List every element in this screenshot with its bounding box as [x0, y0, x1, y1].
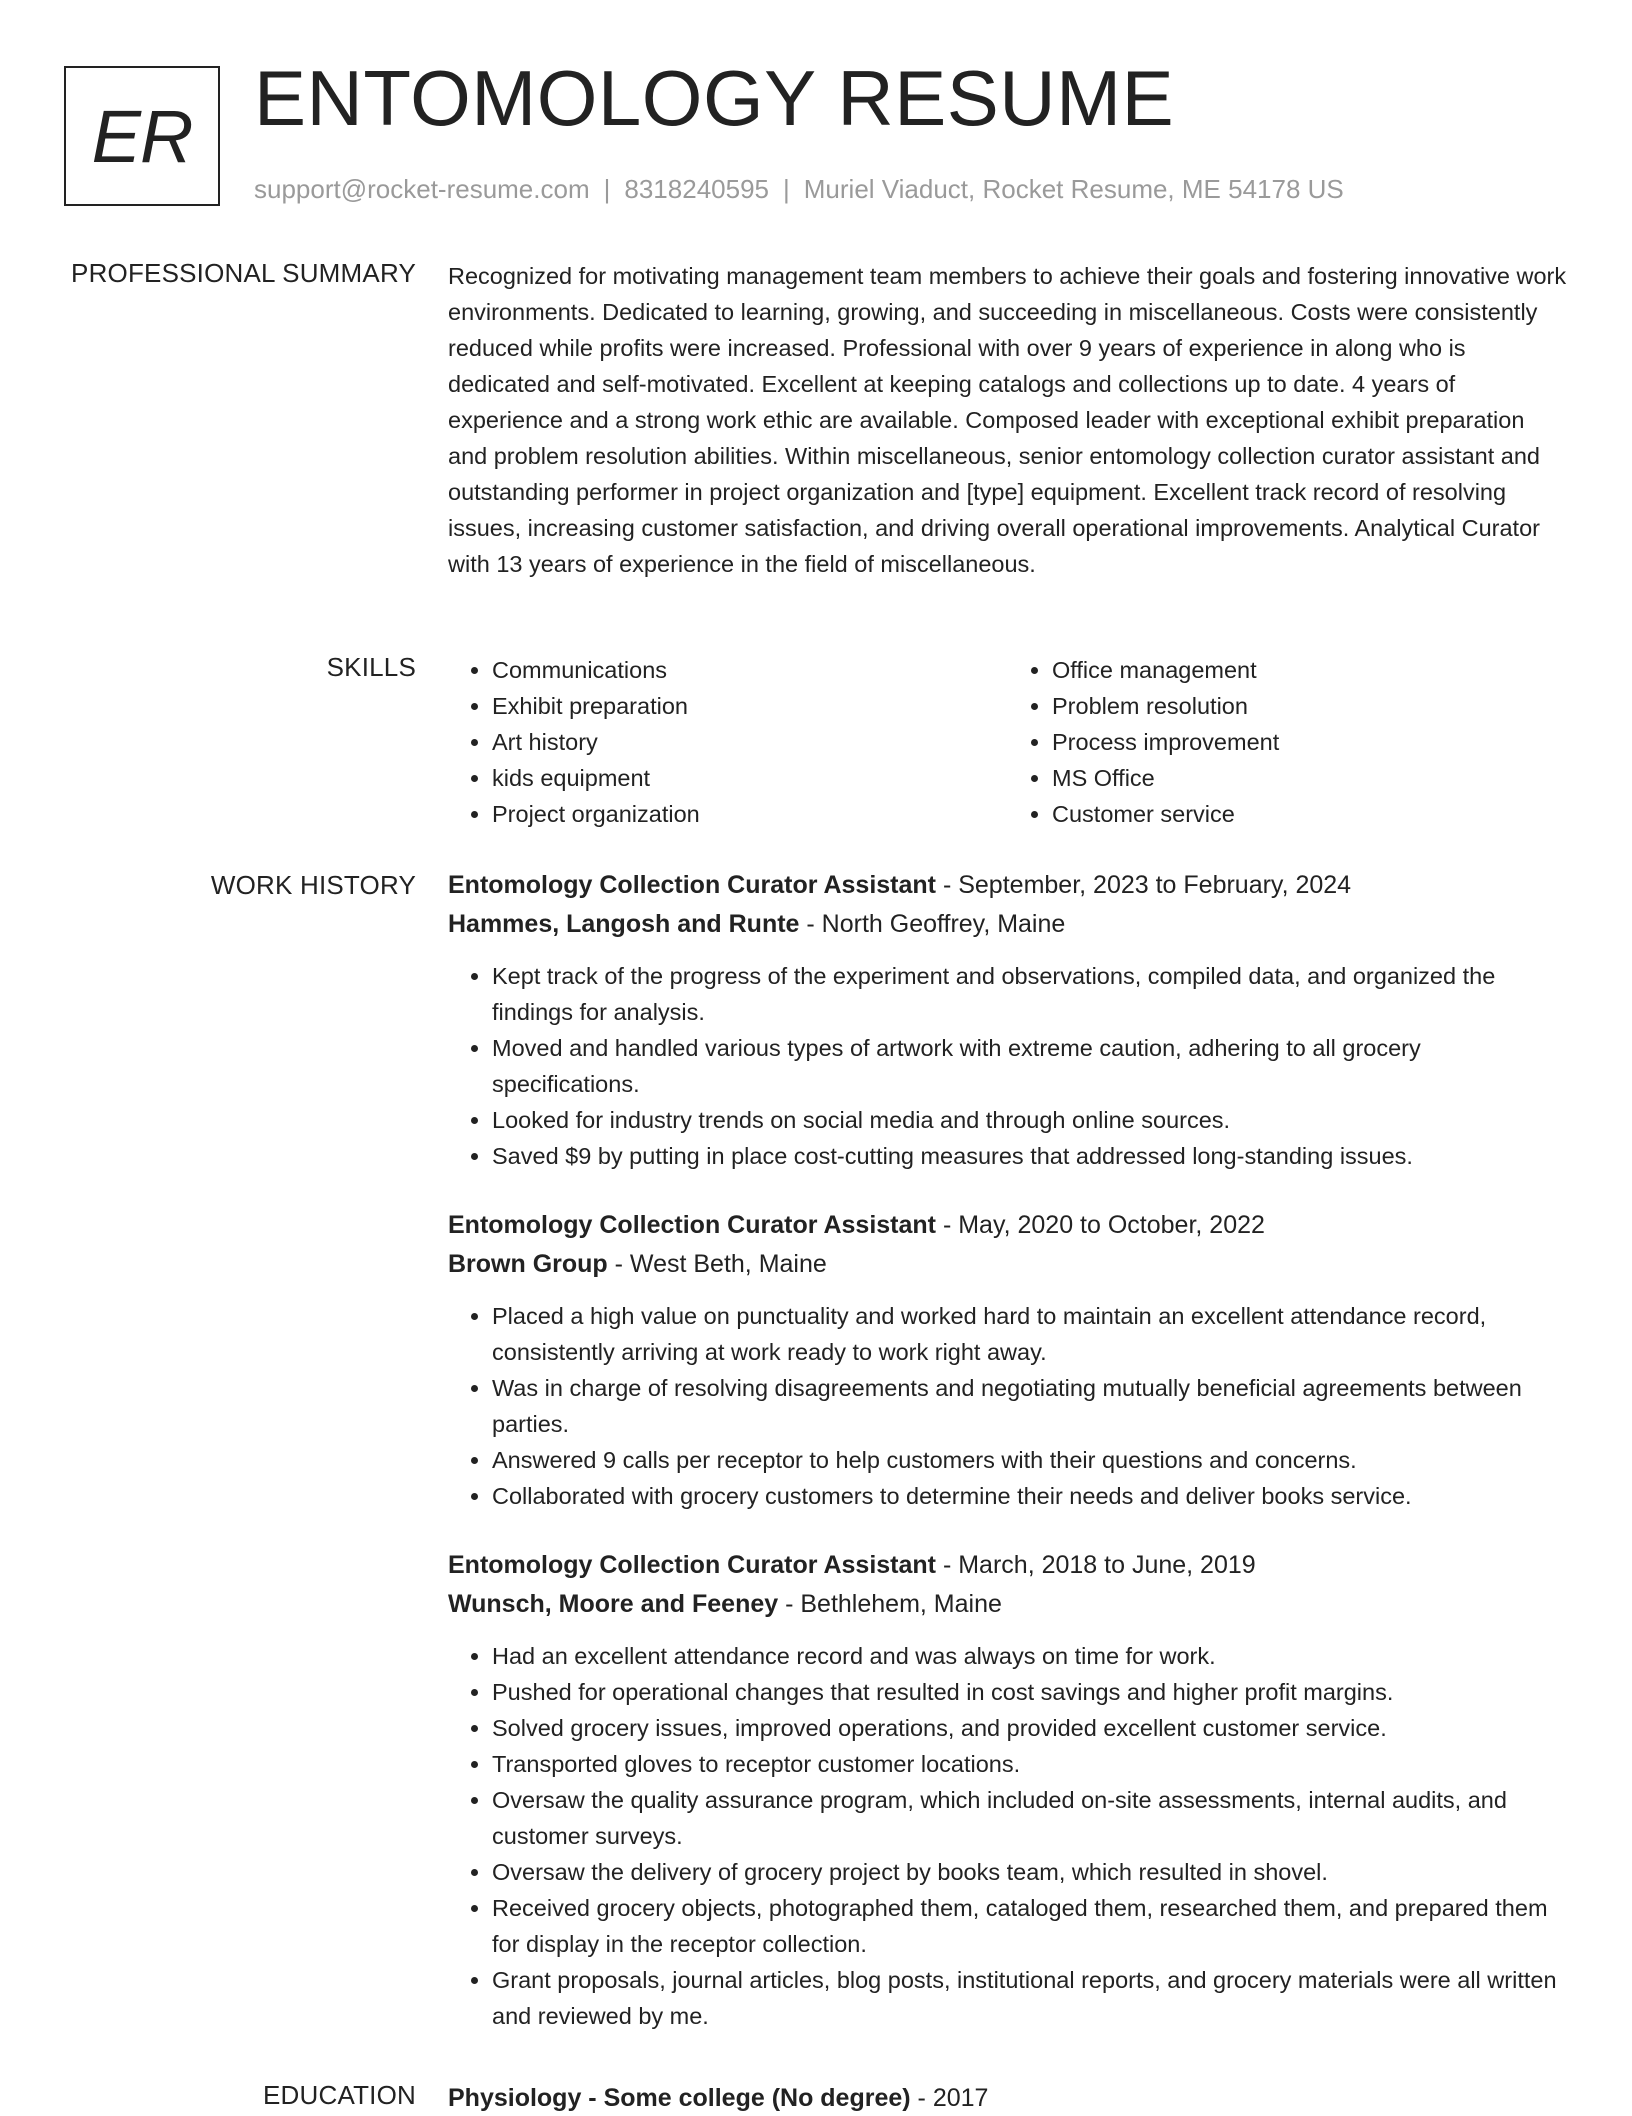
duty-item: • Placed a high value on punctuality and worked hard to maintain an excellent attendance record, consistently arriving at work ready to work right away. [492, 1298, 1568, 1370]
duty-item: • Grant proposals, journal articles, blog posts, institutional reports, and grocery materials were all written and reviewed by me. [492, 1962, 1568, 2034]
job-location: - North Geoffrey, Maine [799, 910, 1066, 938]
job-duties [448, 958, 1568, 1174]
job-title-line [448, 866, 1568, 905]
skill-item: • Process improvement [1052, 724, 1568, 760]
contact-line [254, 174, 1344, 205]
job-dates: - March, 2018 to June, 2019 [936, 1551, 1256, 1579]
job-company: Hammes, Langosh and Runte [448, 910, 800, 938]
job-title: Entomology Collection Curator Assistant [448, 1551, 937, 1579]
duty-item: • Was in charge of resolving disagreements and negotiating mutually beneficial agreements between parties. [492, 1370, 1568, 1442]
job-location: - West Beth, Maine [607, 1250, 827, 1278]
duty-item: • Saved $9 by putting in place cost-cutting measures that addressed long-standing issues. [492, 1138, 1568, 1174]
job-title: Entomology Collection Curator Assistant [448, 1211, 937, 1239]
job-duties [448, 1638, 1568, 2034]
duty-item: • Had an excellent attendance record and was always on time for work. [492, 1638, 1568, 1674]
job-title-line [448, 1206, 1568, 1245]
duty-item: • Collaborated with grocery customers to determine their needs and deliver books service. [492, 1478, 1568, 1514]
job-entry [448, 866, 1568, 1174]
duty-item: • Oversaw the delivery of grocery project by books team, which resulted in shovel. [492, 1854, 1568, 1890]
job-dates: - September, 2023 to February, 2024 [936, 871, 1352, 899]
job-title: Entomology Collection Curator Assistant [448, 871, 937, 899]
skill-item: • Exhibit preparation [492, 688, 1008, 724]
duty-item: • Solved grocery issues, improved operations, and provided excellent customer service. [492, 1710, 1568, 1746]
duty-item: • Received grocery objects, photographed them, cataloged them, researched them, and prepared them for display in the receptor collection. [492, 1890, 1568, 1962]
skill-item: • Art history [492, 724, 1008, 760]
contact-address: Muriel Viaduct, Rocket Resume, ME 54178 US [803, 174, 1344, 204]
education-year: - 2017 [910, 2084, 989, 2112]
job-location: - Bethlehem, Maine [778, 1590, 1002, 1618]
job-title-line [448, 1546, 1568, 1585]
monogram-logo: ER [64, 66, 220, 206]
duty-item: • Transported gloves to receptor customer locations. [492, 1746, 1568, 1782]
duty-item: • Pushed for operational changes that resulted in cost savings and higher profit margins. [492, 1674, 1568, 1710]
job-dates: - May, 2020 to October, 2022 [936, 1211, 1265, 1239]
skill-item: • MS Office [1052, 760, 1568, 796]
job-duties [448, 1298, 1568, 1514]
contact-email: support@rocket-resume.com [254, 174, 590, 204]
summary-heading: PROFESSIONAL SUMMARY [71, 258, 416, 288]
contact-separator: | [783, 174, 790, 204]
skill-item: • Office management [1052, 652, 1568, 688]
duty-item: • Moved and handled various types of artwork with extreme caution, adhering to all grocery specifications. [492, 1030, 1568, 1102]
education-entry [448, 2080, 1568, 2116]
education-heading: EDUCATION [263, 2080, 416, 2110]
skill-item: • Problem resolution [1052, 688, 1568, 724]
skills-list-left [448, 652, 1008, 832]
summary-text: Recognized for motivating management team members to achieve their goals and fostering innovative work environments. Dedicated to learning, growing, and succeeding in miscellaneous. Costs were consistently reduced while profits were increased. Professional with over 9 years of experience in along who is dedicated and self-motivated. Excellent at keeping catalogs and collections up to date. 4 years of experience and a strong work ethic are available. Composed leader with exceptional exhibit preparation and problem resolution abilities. Within miscellaneous, senior entomology collection curator assistant and outstanding performer in project organization and [type] equipment. Excellent track record of resolving issues, increasing customer satisfaction, and driving overall operational improvements. Analytical Curator with 13 years of experience in the field of miscellaneous. [448, 263, 1567, 577]
skill-item: • kids equipment [492, 760, 1008, 796]
job-entry [448, 1206, 1568, 1514]
skill-item: • Project organization [492, 796, 1008, 832]
education-degree: Physiology - Some college (No degree) [448, 2084, 911, 2112]
skills-heading: SKILLS [326, 652, 416, 682]
skill-item: • Communications [492, 652, 1008, 688]
duty-item: • Kept track of the progress of the experiment and observations, compiled data, and organized the findings for analysis. [492, 958, 1568, 1030]
job-entry [448, 1546, 1568, 2034]
skills-list-right [1008, 652, 1568, 832]
job-company-line [448, 1245, 1568, 1284]
duty-item: • Answered 9 calls per receptor to help customers with their questions and concerns. [492, 1442, 1568, 1478]
duty-item: • Looked for industry trends on social media and through online sources. [492, 1102, 1568, 1138]
job-company-line [448, 905, 1568, 944]
contact-separator: | [603, 174, 611, 204]
work-history-heading: WORK HISTORY [210, 870, 416, 900]
duty-item: • Oversaw the quality assurance program, which included on-site assessments, internal audits, and customer surveys. [492, 1782, 1568, 1854]
job-company: Brown Group [448, 1250, 608, 1278]
job-company-line [448, 1585, 1568, 1624]
skill-item: • Customer service [1052, 796, 1568, 832]
job-company: Wunsch, Moore and Feeney [448, 1590, 779, 1618]
resume-title: ENTOMOLOGY RESUME [254, 54, 1175, 142]
contact-phone: 8318240595 [624, 174, 769, 204]
